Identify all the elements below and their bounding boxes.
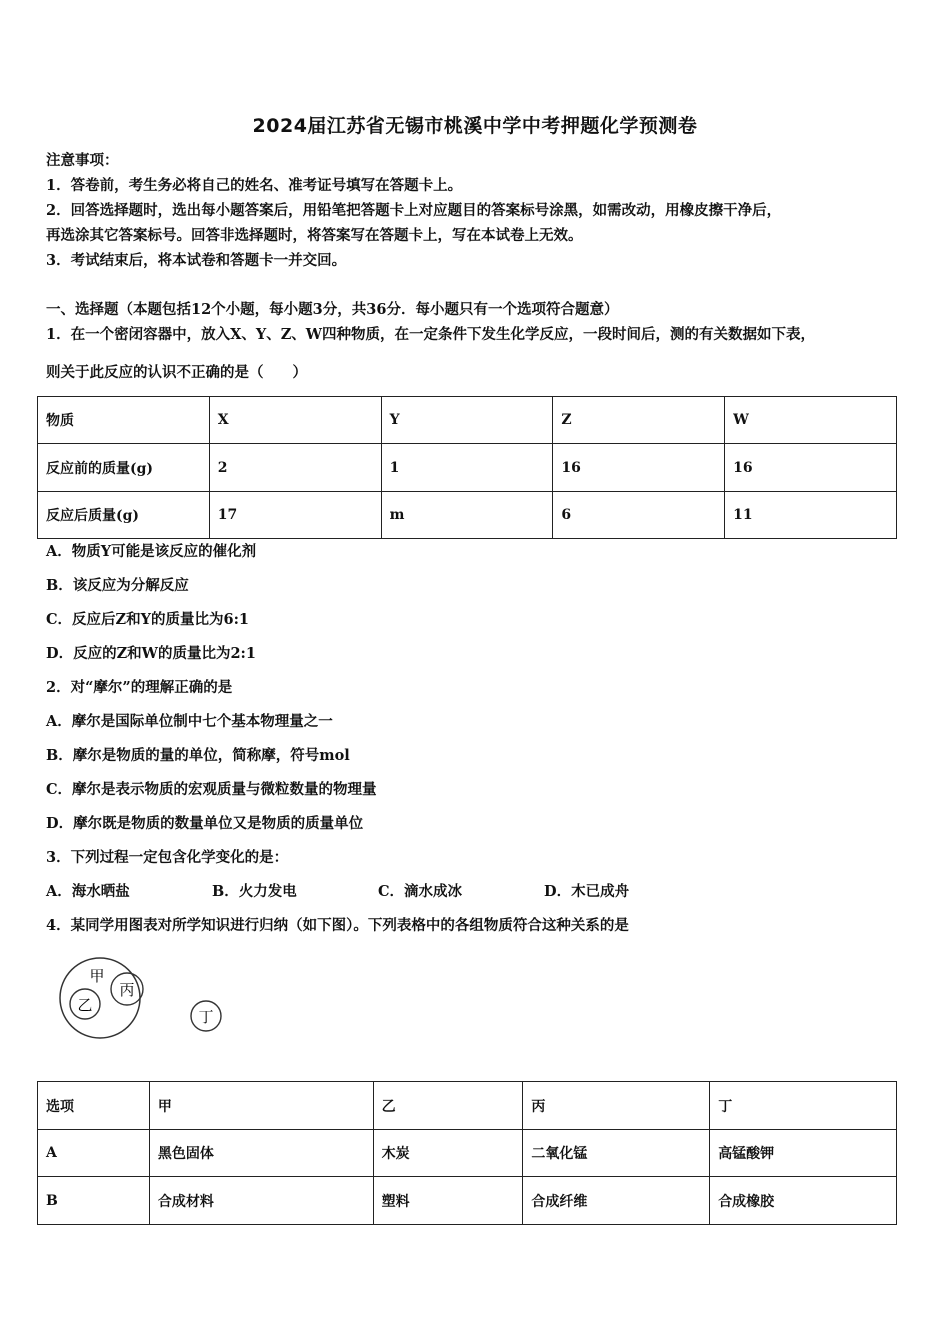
table-header-cell: 物质 <box>38 397 210 444</box>
table-cell: 黑色固体 <box>149 1130 373 1177</box>
table-cell: 高锰酸钾 <box>710 1130 897 1177</box>
table-header-cell: W <box>725 397 897 444</box>
table-cell: 木炭 <box>373 1130 523 1177</box>
q3-stem: 3．下列过程一定包含化学变化的是： <box>46 849 289 866</box>
table-cell: 2 <box>209 444 381 492</box>
table-row <box>38 444 897 492</box>
table-cell: 二氧化锰 <box>523 1130 710 1177</box>
q1-option-a: A．物质Y可能是该反应的催化剂 <box>46 543 257 560</box>
table-cell: 合成橡胶 <box>710 1177 897 1225</box>
q1-option-d: D．反应的Z和W的质量比为2:1 <box>46 645 256 662</box>
table-header-cell: 丁 <box>710 1082 897 1130</box>
q2-option-a: A．摩尔是国际单位制中七个基本物理量之一 <box>46 713 333 730</box>
table-cell: 合成纤维 <box>523 1177 710 1225</box>
table-header-cell: Z <box>553 397 725 444</box>
table-header-cell: 乙 <box>373 1082 523 1130</box>
q2-option-c: C．摩尔是表示物质的宏观质量与微粒数量的物理量 <box>46 781 377 798</box>
table-cell: A <box>38 1130 150 1177</box>
table-cell: B <box>38 1177 150 1225</box>
table-header-row <box>38 1082 897 1130</box>
table-cell: 反应前的质量(g) <box>38 444 210 492</box>
label-ding: 丁 <box>198 1008 214 1026</box>
q2-option-b: B．摩尔是物质的量的单位，简称摩，符号mol <box>46 747 350 764</box>
q1-data-table <box>37 396 897 539</box>
table-header-cell: 甲 <box>149 1082 373 1130</box>
q2-option-d: D．摩尔既是物质的数量单位又是物质的质量单位 <box>46 815 364 832</box>
table-cell: 16 <box>725 444 897 492</box>
label-bing: 丙 <box>119 981 135 999</box>
table-cell: 合成材料 <box>149 1177 373 1225</box>
q3-option-d: D．木已成舟 <box>544 883 630 900</box>
table-row <box>38 1130 897 1177</box>
section-heading: 一、选择题（本题包括12个小题，每小题3分，共36分．每小题只有一个选项符合题意） <box>46 301 619 318</box>
q1-option-b: B．该反应为分解反应 <box>46 577 189 594</box>
q3-option-b: B．火力发电 <box>212 883 297 900</box>
q1-stem-cont: 则关于此反应的认识不正确的是（ ） <box>46 364 307 381</box>
notice-item-3: 3．考试结束后，将本试卷和答题卡一并交回。 <box>46 252 347 269</box>
notice-item-1: 1．答卷前，考生务必将自己的姓名、准考证号填写在答题卡上。 <box>46 177 463 194</box>
q4-options-table <box>37 1081 897 1225</box>
q4-stem: 4．某同学用图表对所学知识进行归纳（如下图）。下列表格中的各组物质符合这种关系的是 <box>46 917 629 934</box>
table-cell: 6 <box>553 492 725 539</box>
table-cell: 11 <box>725 492 897 539</box>
venn-diagram <box>52 950 232 1050</box>
label-jia: 甲 <box>89 967 105 985</box>
table-header-cell: 丙 <box>523 1082 710 1130</box>
q3-option-a: A．海水晒盐 <box>46 883 130 900</box>
table-cell: 反应后质量(g) <box>38 492 210 539</box>
table-cell: 17 <box>209 492 381 539</box>
notice-item-2-cont: 再选涂其它答案标号。回答非选择题时，将答案写在答题卡上，写在本试卷上无效。 <box>46 227 583 244</box>
table-cell: 1 <box>381 444 553 492</box>
table-row <box>38 1177 897 1225</box>
q1-option-c: C．反应后Z和Y的质量比为6:1 <box>46 611 250 628</box>
page-title: 2024届江苏省无锡市桃溪中学中考押题化学预测卷 <box>252 115 698 137</box>
table-header-row <box>38 397 897 444</box>
notice-item-2: 2．回答选择题时，选出每小题答案后，用铅笔把答题卡上对应题目的答案标号涂黑，如需改动，用橡皮擦干净后， <box>46 202 782 219</box>
q2-stem: 2．对“摩尔”的理解正确的是 <box>46 679 233 696</box>
notice-heading: 注意事项： <box>46 152 119 169</box>
q3-options <box>46 882 629 902</box>
table-cell: 塑料 <box>373 1177 523 1225</box>
q3-option-c: C．滴水成冰 <box>378 883 463 900</box>
q1-stem: 1．在一个密闭容器中，放入X、Y、Z、W四种物质，在一定条件下发生化学反应，一段时间后，测的有关数据如下表， <box>46 326 816 343</box>
label-yi: 乙 <box>77 996 93 1014</box>
table-row <box>38 492 897 539</box>
table-header-cell: X <box>209 397 381 444</box>
table-header-cell: 选项 <box>38 1082 150 1130</box>
table-header-cell: Y <box>381 397 553 444</box>
table-cell: m <box>381 492 553 539</box>
table-cell: 16 <box>553 444 725 492</box>
